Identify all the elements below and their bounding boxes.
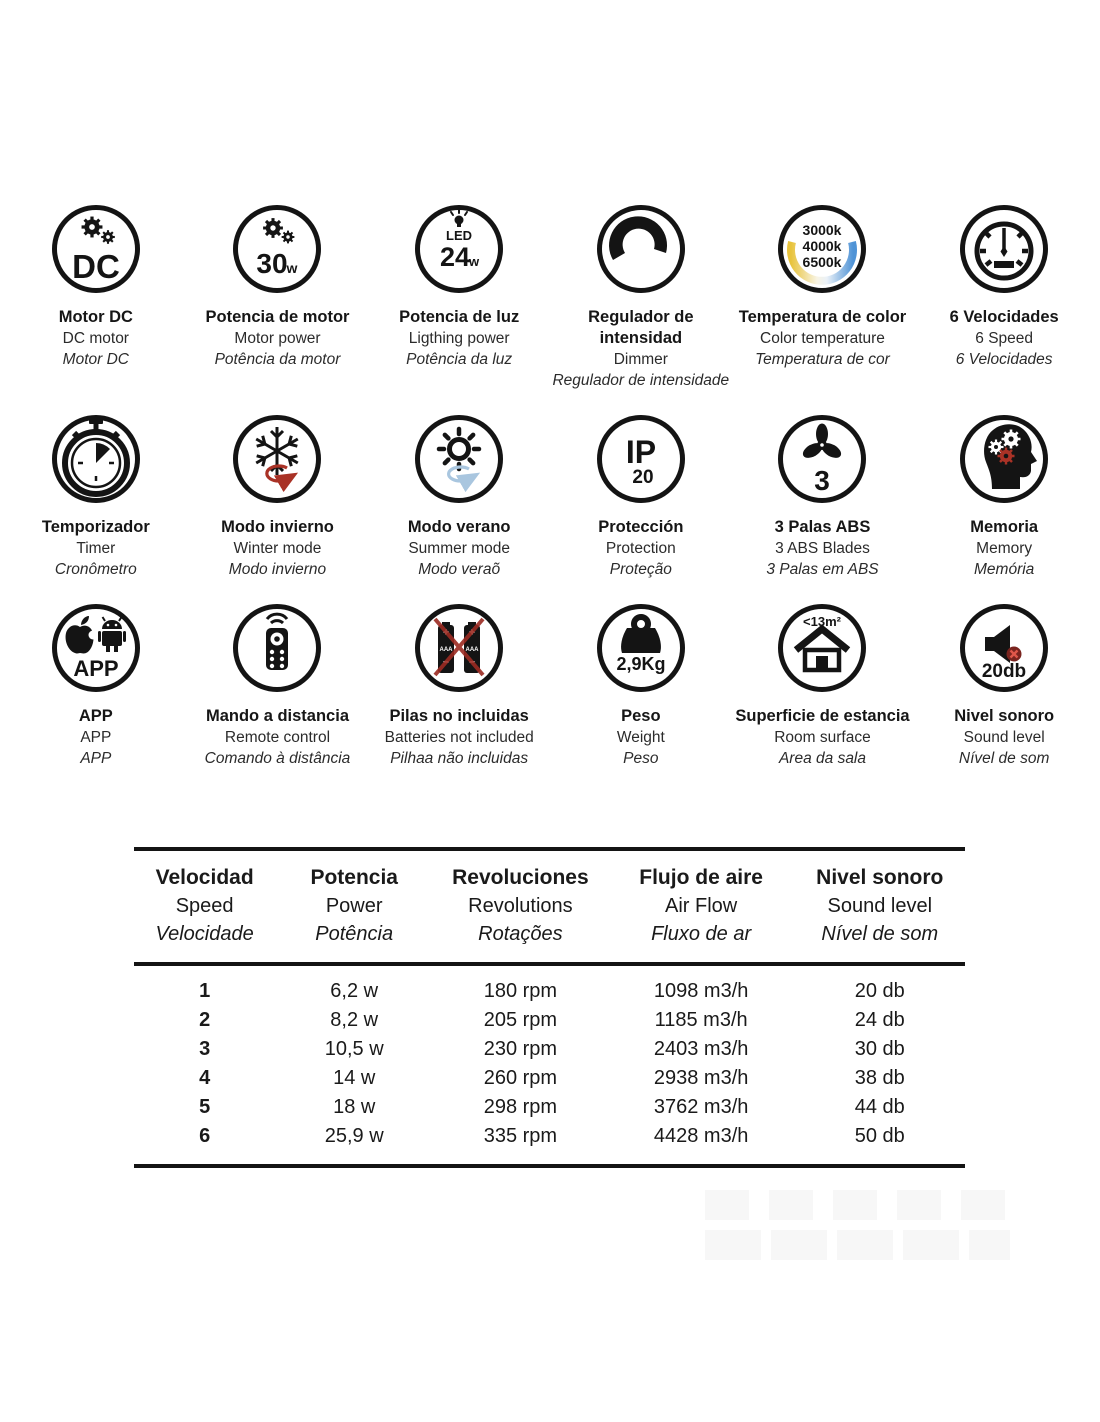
sun-icon xyxy=(413,413,505,505)
feature-subtitle-en: Ligthing power xyxy=(408,330,510,347)
feature-subtitle-en: Timer xyxy=(76,540,116,557)
feature-subtitle-pt: Potência da motor xyxy=(214,351,341,368)
feature-subtitle-pt: Comando à distância xyxy=(204,750,351,767)
feature-summer-mode xyxy=(368,413,550,580)
feature-icon-grid xyxy=(5,203,1095,769)
feature-title: Memoria xyxy=(970,518,1039,536)
feature-subtitle-en: Weight xyxy=(616,729,665,746)
batteries-crossed-icon xyxy=(413,602,505,694)
feature-subtitle-en: Winter mode xyxy=(233,540,322,557)
fan-blades-icon xyxy=(776,413,868,505)
feature-title: Superficie de estancia xyxy=(735,707,910,725)
feature-protection xyxy=(550,413,732,580)
feature-subtitle-en: DC motor xyxy=(62,330,129,347)
feature-subtitle-pt: Nível de som xyxy=(958,750,1050,767)
feature-subtitle-en: APP xyxy=(80,729,112,746)
svg-text:30: 30 xyxy=(256,248,289,279)
svg-text:20: 20 xyxy=(632,467,654,488)
svg-text:4000k: 4000k xyxy=(803,238,842,254)
feature-subtitle-en: 3 ABS Blades xyxy=(775,540,870,557)
col-header-sound: Nivel sonoro Sound level Nível de som xyxy=(816,866,944,945)
feature-subtitle-en: Batteries not included xyxy=(384,729,534,746)
feature-title: 3 Palas ABS xyxy=(774,518,871,536)
snowflake-icon xyxy=(231,413,323,505)
feature-weight xyxy=(550,602,732,769)
svg-text:AAA: AAA xyxy=(439,647,453,653)
feature-subtitle-pt: Modo veraõ xyxy=(418,561,501,578)
feature-subtitle-pt: Pilhaa não incluidas xyxy=(390,750,529,767)
light-power-icon xyxy=(413,203,505,295)
feature-subtitle-pt: 3 Palas em ABS xyxy=(766,561,879,578)
dc-motor-icon xyxy=(50,203,142,295)
table-row: 4 14 w 260 rpm 2938 m3/h 38 db xyxy=(199,1067,905,1089)
feature-color-temperature xyxy=(732,203,914,391)
motor-power-icon xyxy=(231,203,323,295)
svg-text:3: 3 xyxy=(814,465,831,496)
svg-text:LED: LED xyxy=(446,228,473,243)
feature-subtitle-pt: Area da sala xyxy=(778,750,866,767)
weight-icon xyxy=(595,602,687,694)
feature-subtitle-en: Summer mode xyxy=(408,540,510,557)
feature-room-surface xyxy=(732,602,914,769)
svg-text:IP: IP xyxy=(625,434,656,470)
color-temperature-icon xyxy=(776,203,868,295)
svg-text:DC: DC xyxy=(71,248,120,285)
feature-blades xyxy=(732,413,914,580)
feature-dc-motor xyxy=(5,203,187,391)
col-header-power: Potencia Power Potência xyxy=(310,866,398,945)
memory-head-icon xyxy=(958,413,1050,505)
feature-motor-power xyxy=(187,203,369,391)
stopwatch-icon xyxy=(50,413,142,505)
svg-text:w: w xyxy=(287,260,298,276)
svg-text:6500k: 6500k xyxy=(803,254,842,270)
table-header-row xyxy=(134,851,965,966)
svg-text:APP: APP xyxy=(73,656,119,681)
feature-light-power xyxy=(368,203,550,391)
feature-memory xyxy=(913,413,1095,580)
feature-subtitle-en: Memory xyxy=(976,540,1033,557)
feature-title: Potencia de luz xyxy=(399,308,520,326)
feature-subtitle-en: Dimmer xyxy=(613,351,668,368)
feature-subtitle-pt: Cronômetro xyxy=(54,561,137,578)
table-row: 2 8,2 w 205 rpm 1185 m3/h 24 db xyxy=(199,1009,905,1031)
remote-control-icon xyxy=(231,602,323,694)
svg-text:3000k: 3000k xyxy=(803,222,842,238)
feature-title: Temperatura de color xyxy=(738,308,907,326)
svg-text:24: 24 xyxy=(440,242,471,272)
feature-subtitle-pt: Proteção xyxy=(609,561,672,578)
feature-remote xyxy=(187,602,369,769)
dimmer-knob-icon xyxy=(595,203,687,295)
feature-title: Motor DC xyxy=(58,308,133,326)
house-icon xyxy=(776,602,868,694)
feature-sound-level xyxy=(913,602,1095,769)
feature-subtitle-pt: Memória xyxy=(974,561,1035,578)
speaker-muted-icon xyxy=(958,602,1050,694)
col-header-speed: Velocidad Speed Velocidade xyxy=(155,866,254,945)
feature-six-speeds xyxy=(913,203,1095,391)
feature-subtitle-en: 6 Speed xyxy=(975,330,1034,347)
svg-text:w: w xyxy=(469,254,480,269)
table-row: 1 6,2 w 180 rpm 1098 m3/h 20 db xyxy=(199,980,905,1002)
col-header-airflow: Flujo de aire Air Flow Fluxo de ar xyxy=(639,866,763,945)
table-row: 3 10,5 w 230 rpm 2403 m3/h 30 db xyxy=(199,1038,905,1060)
faint-watermark xyxy=(705,1190,1010,1270)
feature-title: Modo verano xyxy=(407,518,511,536)
feature-title: Nivel sonoro xyxy=(954,707,1055,725)
feature-subtitle-en: Sound level xyxy=(963,729,1045,746)
feature-title: 6 Velocidades xyxy=(949,308,1059,326)
feature-subtitle-pt: Peso xyxy=(623,750,659,767)
speed-spec-table xyxy=(134,847,965,1168)
feature-subtitle-pt: Modo invierno xyxy=(228,561,327,578)
svg-text:<13m²: <13m² xyxy=(803,614,842,629)
feature-title: Peso xyxy=(621,707,661,725)
feature-title: Regulador de intensidad xyxy=(588,308,694,347)
table-row: 5 18 w 298 rpm 3762 m3/h 44 db xyxy=(199,1096,905,1118)
feature-subtitle-pt: Regulador de intensidade xyxy=(552,372,730,389)
feature-subtitle-en: Color temperature xyxy=(760,330,885,347)
feature-timer xyxy=(5,413,187,580)
svg-text:20db: 20db xyxy=(981,661,1027,682)
feature-title: Potencia de motor xyxy=(205,308,350,326)
table-body xyxy=(134,966,965,1164)
feature-subtitle-en: Protection xyxy=(605,540,676,557)
feature-winter-mode xyxy=(187,413,369,580)
feature-subtitle-en: Remote control xyxy=(224,729,331,746)
feature-title: Protección xyxy=(598,518,684,536)
col-header-revolutions: Revoluciones Revolutions Rotações xyxy=(452,866,589,945)
app-platforms-icon xyxy=(50,602,142,694)
feature-subtitle-pt: 6 Velocidades xyxy=(955,351,1053,368)
svg-text:AAA: AAA xyxy=(465,647,479,653)
feature-batteries xyxy=(368,602,550,769)
speed-gauge-icon xyxy=(958,203,1050,295)
feature-subtitle-en: Motor power xyxy=(234,330,321,347)
feature-title: Mando a distancia xyxy=(205,707,349,725)
feature-subtitle-pt: Motor DC xyxy=(62,351,129,368)
feature-title: Temporizador xyxy=(41,518,150,536)
svg-text:2,9Kg: 2,9Kg xyxy=(616,654,666,674)
feature-title: Pilas no incluidas xyxy=(389,707,529,725)
feature-title: APP xyxy=(78,707,113,725)
ip-rating-icon xyxy=(595,413,687,505)
feature-subtitle-pt: Temperatura de cor xyxy=(755,351,890,368)
feature-subtitle-pt: Potência da luz xyxy=(406,351,513,368)
feature-subtitle-pt: APP xyxy=(80,750,112,767)
table-row: 6 25,9 w 335 rpm 4428 m3/h 50 db xyxy=(199,1125,905,1147)
feature-dimmer xyxy=(550,203,732,391)
feature-app xyxy=(5,602,187,769)
feature-subtitle-en: Room surface xyxy=(774,729,871,746)
feature-title: Modo invierno xyxy=(221,518,334,536)
